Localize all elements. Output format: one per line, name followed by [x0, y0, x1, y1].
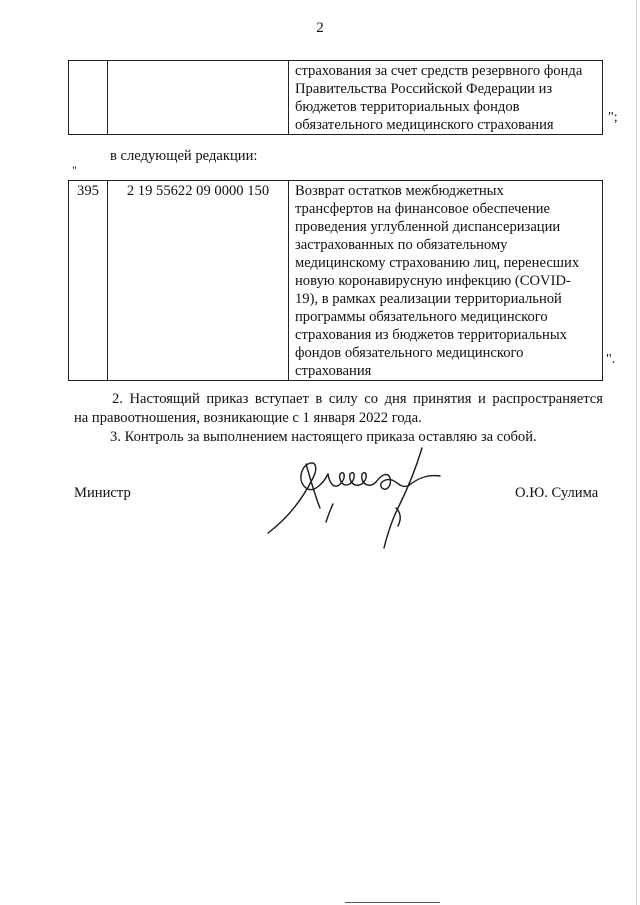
scan-edge-line	[636, 0, 637, 905]
description-line: фондов обязательного медицинского	[295, 345, 524, 361]
footer-rule	[345, 902, 440, 903]
description-line: обязательного медицинского страхования	[295, 117, 554, 133]
description-line: застрахованных по обязательному	[295, 237, 508, 253]
description-line: страхования из бюджетов территориальных	[295, 327, 567, 343]
description-line: страхования	[295, 363, 372, 379]
description-line: бюджетов территориальных фондов	[295, 99, 520, 115]
description-cell	[289, 181, 603, 381]
amendment-table-new	[68, 180, 603, 381]
description-line: медицинскому страхованию лиц, перенесших	[295, 255, 580, 271]
row-number-cell	[69, 61, 108, 135]
amendment-table-old	[68, 60, 603, 135]
handwritten-signature	[258, 438, 458, 550]
row-number-cell: 395	[69, 181, 108, 381]
paragraph-line: 2. Настоящий приказ вступает в силу со дня принятия и распространяется	[112, 391, 603, 407]
closing-quote-mark: ";	[608, 110, 618, 125]
table-row	[69, 61, 603, 135]
description-line: программы обязательного медицинского	[295, 309, 548, 325]
signatory-title: Министр	[74, 485, 131, 501]
signatory-name: О.Ю. Сулима	[515, 485, 599, 501]
closing-quote-mark: ".	[606, 352, 616, 367]
paragraph-effective-date	[74, 390, 603, 428]
budget-code-cell	[108, 61, 289, 135]
table-row	[69, 181, 603, 381]
paragraph-control: 3. Контроль за выполнением настоящего приказа оставляю за собой.	[110, 429, 537, 445]
redaction-intro: в следующей редакции:	[110, 148, 258, 164]
description-line: трансфертов на финансовое обеспечение	[295, 201, 551, 217]
description-line: Возврат остатков межбюджетных	[295, 183, 504, 199]
description-line: 19), в рамках реализации территориальной	[295, 291, 562, 307]
page-number: 2	[316, 20, 324, 36]
description-line: страхования за счет средств резервного фонда	[295, 63, 583, 79]
description-line: новую коронавирусную инфекцию (COVID-	[295, 273, 571, 289]
description-cell	[289, 61, 603, 135]
description-line: Правительства Российской Федерации из	[295, 81, 553, 97]
paragraph-line: на правоотношения, возникающие с 1 января 2022 года.	[74, 410, 422, 426]
budget-code-cell: 2 19 55622 09 0000 150	[108, 181, 289, 381]
description-line: проведения углубленной диспансеризации	[295, 219, 561, 235]
opening-quote-mark: "	[72, 163, 77, 177]
